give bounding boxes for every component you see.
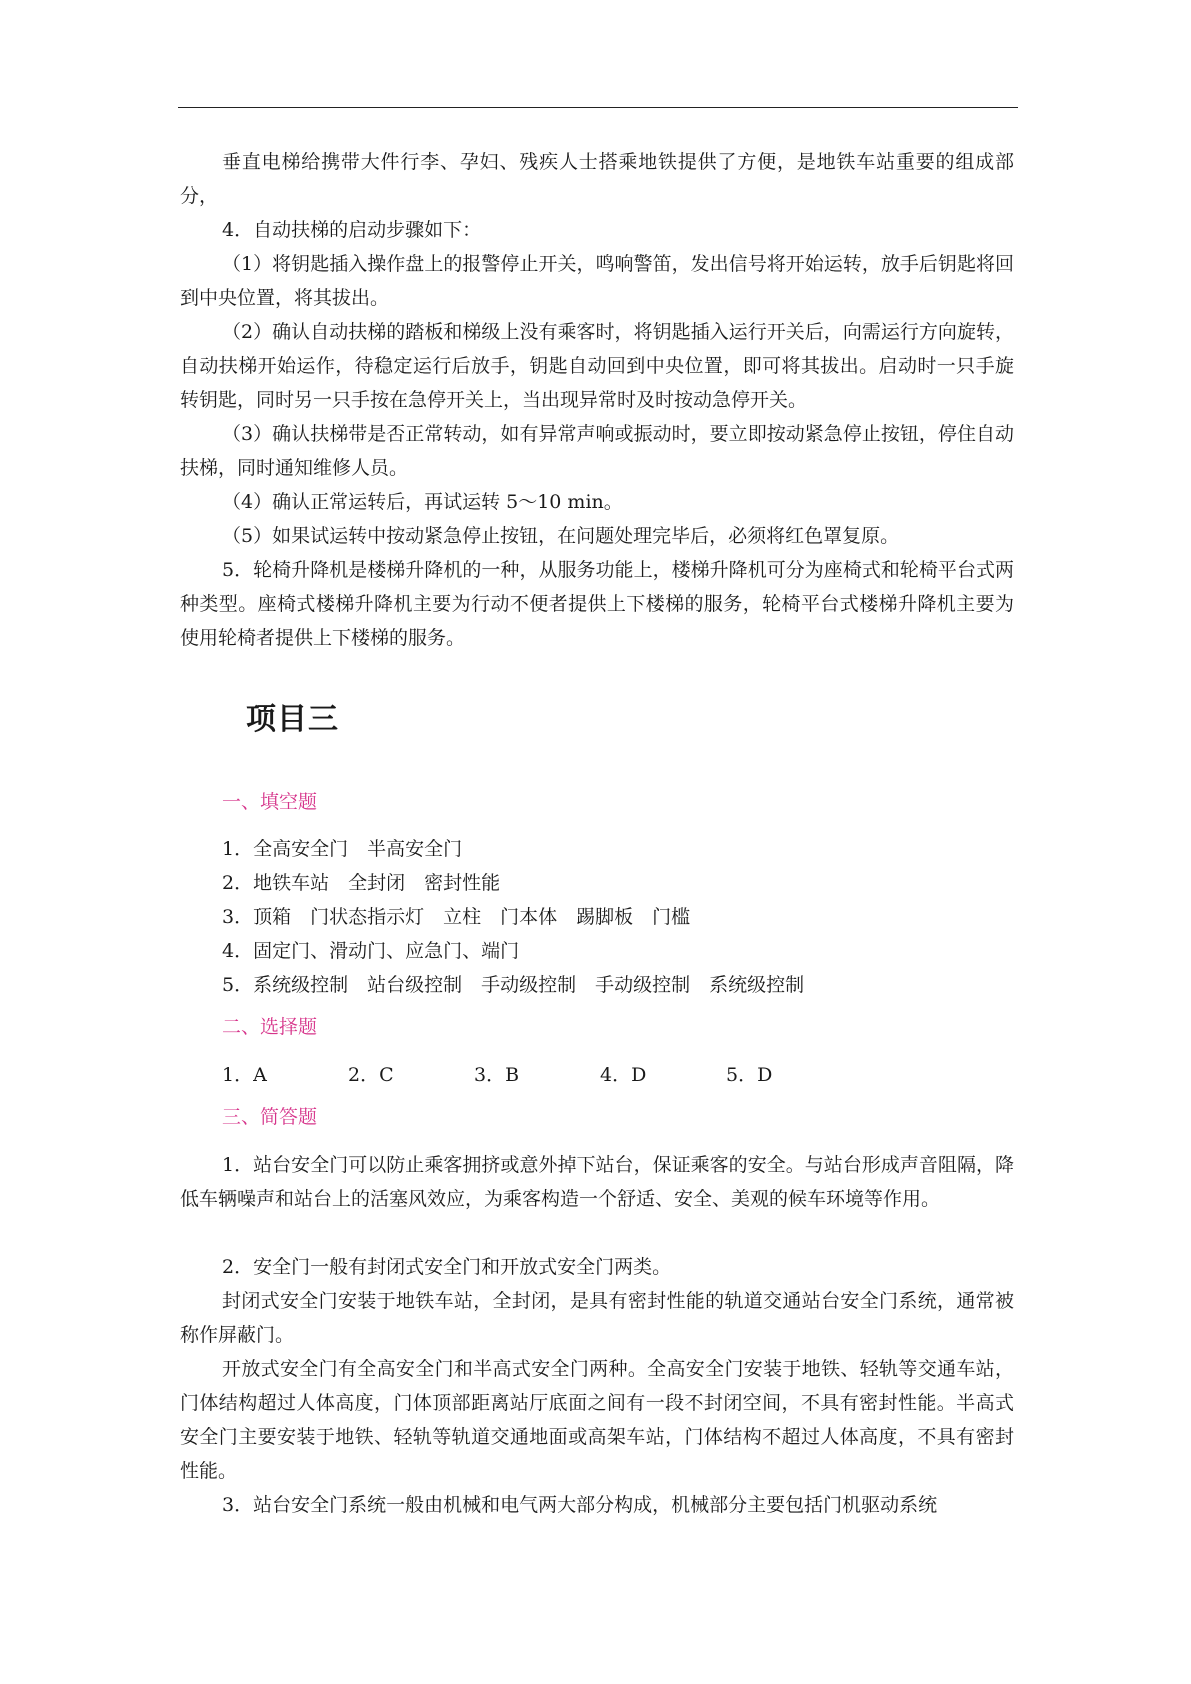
paragraph-wheelchair-lift: 5．轮椅升降机是楼梯升降机的一种，从服务功能上，楼梯升降机可分为座椅式和轮椅平台式两种类型。座椅式楼梯升降机主要为行动不便者提供上下楼梯的服务，轮椅平台式楼梯升降机主要为使用轮椅者提供上下楼梯的服务。 <box>180 559 1014 649</box>
short-answer-2-open: 开放式安全门有全高安全门和半高式安全门两种。全高安全门安装于地铁、轻轨等交通车站，门体结构超过人体高度，门体顶部距离站厅底面之间有一段不封闭空间，不具有密封性能。半高式安全门主要安装于地铁、轻轨等轨道交通地面或高架车站，门体结构不超过人体高度，不具有密封性能。 <box>180 1358 1014 1482</box>
choice-answer-5: 5．D <box>726 1064 773 1086</box>
section-heading-short-answer: 三、简答题 <box>222 1106 318 1128</box>
short-answer-1: 1．站台安全门可以防止乘客拥挤或意外掉下站台，保证乘客的安全。与站台形成声音阻隔，降低车辆噪声和站台上的活塞风效应，为乘客构造一个舒适、安全、美观的候车环境等作用。 <box>180 1154 1014 1210</box>
short-answer-2: 2．安全门一般有封闭式安全门和开放式安全门两类。 <box>222 1256 672 1278</box>
choice-answer-1: 1．A <box>222 1064 267 1086</box>
paragraph-escalator-steps: 4．自动扶梯的启动步骤如下： <box>222 219 482 241</box>
paragraph-elevator: 垂直电梯给携带大件行李、孕妇、残疾人士搭乘地铁提供了方便，是地铁车站重要的组成部分， <box>180 151 1014 207</box>
section-heading-choice: 二、选择题 <box>222 1016 318 1038</box>
item-title: 项目三 <box>246 702 339 737</box>
document-page <box>180 0 1014 1684</box>
fill-blank-answer-5: 5．系统级控制 站台级控制 手动级控制 手动级控制 系统级控制 <box>222 974 805 996</box>
fill-blank-answer-2: 2．地铁车站 全封闭 密封性能 <box>222 872 501 894</box>
paragraph-step-3: （3）确认扶梯带是否正常转动，如有异常声响或振动时，要立即按动紧急停止按钮，停住自动扶梯，同时通知维修人员。 <box>180 423 1014 479</box>
short-answer-2-closed: 封闭式安全门安装于地铁车站，全封闭，是具有密封性能的轨道交通站台安全门系统，通常被称作屏蔽门。 <box>180 1290 1014 1346</box>
choice-answer-2: 2．C <box>348 1064 394 1086</box>
paragraph-step-1: （1）将钥匙插入操作盘上的报警停止开关，鸣响警笛，发出信号将开始运转，放手后钥匙将回到中央位置，将其拔出。 <box>180 253 1014 309</box>
short-answer-3: 3．站台安全门系统一般由机械和电气两大部分构成，机械部分主要包括门机驱动系统 <box>222 1494 938 1516</box>
choice-answer-4: 4．D <box>600 1064 647 1086</box>
section-heading-fill-blank: 一、填空题 <box>222 791 318 813</box>
paragraph-step-5: （5）如果试运转中按动紧急停止按钮，在问题处理完毕后，必须将红色罩复原。 <box>222 525 900 547</box>
choice-answers-row <box>222 1058 922 1092</box>
choice-answer-3: 3．B <box>474 1064 520 1086</box>
fill-blank-answer-1: 1．全高安全门 半高安全门 <box>222 838 463 860</box>
fill-blank-answer-3: 3．顶箱 门状态指示灯 立柱 门本体 踢脚板 门槛 <box>222 906 691 928</box>
paragraph-step-2: （2）确认自动扶梯的踏板和梯级上没有乘客时，将钥匙插入运行开关后，向需运行方向旋转，自动扶梯开始运作，待稳定运行后放手，钥匙自动回到中央位置，即可将其拔出。启动时一只手旋转钥匙，同时另一只手按在急停开关上，当出现异常时及时按动急停开关。 <box>180 321 1014 411</box>
fill-blank-answer-4: 4．固定门、滑动门、应急门、端门 <box>222 940 520 962</box>
paragraph-step-4: （4）确认正常运转后，再试运转 5～10 min。 <box>222 491 623 513</box>
